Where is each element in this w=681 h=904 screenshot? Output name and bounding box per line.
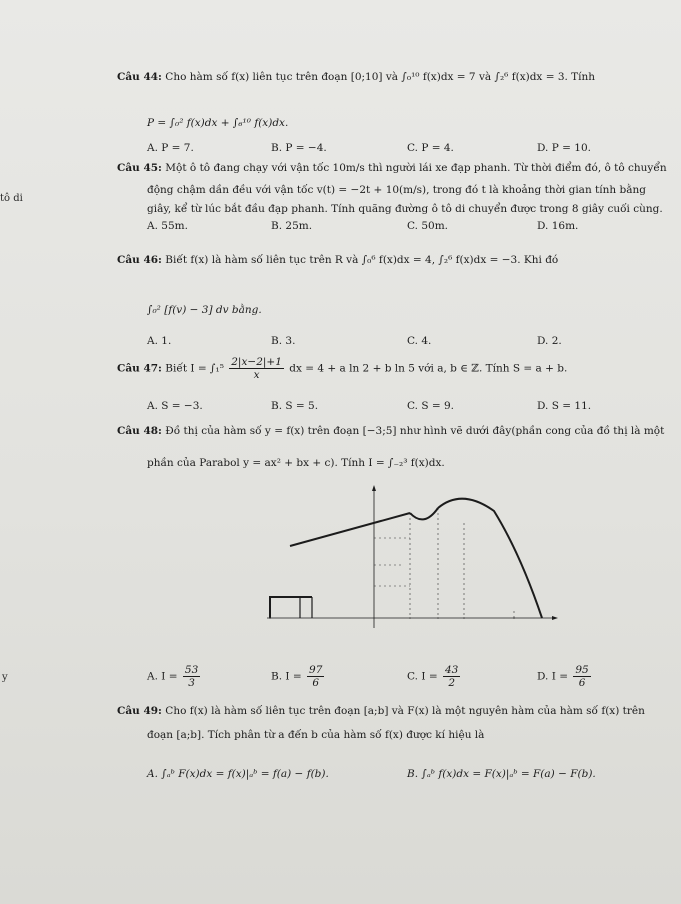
margin-fragment-2: y	[2, 672, 8, 683]
fraction-numerator: 53	[184, 664, 199, 676]
option-a[interactable]: A. 55m.	[147, 220, 188, 232]
option-b[interactable]: B. 3.	[271, 335, 296, 347]
option-d[interactable]: D. 16m.	[537, 220, 579, 232]
curve-parabola	[438, 499, 542, 618]
fraction-numerator: 97	[309, 664, 323, 676]
option-a[interactable]	[147, 664, 202, 689]
graph-guides	[374, 508, 514, 618]
question-44	[117, 71, 595, 83]
fraction-numerator: 43	[444, 664, 459, 676]
option-d[interactable]: D. 2.	[537, 335, 562, 347]
option-d[interactable]: D. S = 11.	[537, 400, 592, 412]
option-c-prefix: C. I =	[407, 670, 438, 683]
option-a[interactable]: A. P = 7.	[147, 142, 194, 154]
question-47	[117, 356, 567, 381]
option-b[interactable]	[271, 664, 326, 689]
graph-axes	[267, 485, 558, 628]
option-c[interactable]	[407, 664, 462, 689]
option-b-prefix: B. I =	[271, 670, 302, 683]
fraction-numerator: 2|x−2|+1	[231, 356, 282, 368]
tick-mark	[409, 617, 411, 619]
option-a[interactable]: A. 1.	[147, 335, 172, 347]
question-44-expression: P = ∫₀² f(x)dx + ∫₆¹⁰ f(x)dx.	[147, 117, 289, 129]
fraction-denominator: 6	[578, 677, 586, 689]
function-graph	[262, 483, 562, 633]
option-a[interactable]: A. S = −3.	[147, 400, 203, 412]
question-44-stem: Cho hàm số f(x) liên tục trên đoạn [0;10] và ∫₀¹⁰ f(x)dx = 7 và ∫₂⁶ f(x)dx = 3. Tính	[165, 71, 596, 83]
tick-mark	[513, 617, 515, 619]
curve-dip	[410, 508, 438, 519]
question-48-line-2: phần của Parabol y = ax² + bx + c). Tính I = ∫₋₂³ f(x)dx.	[147, 457, 445, 469]
question-49-line-2: đoạn [a;b]. Tích phân từ a đến b của hàm số f(x) được kí hiệu là	[147, 729, 485, 741]
option-c-fraction	[443, 664, 460, 689]
option-a-prefix: A. I =	[147, 670, 178, 683]
question-45	[117, 162, 667, 174]
question-47-fraction	[229, 356, 284, 381]
question-48-label: Câu 48:	[117, 425, 162, 437]
margin-fragment-1: tô di	[0, 193, 23, 204]
option-b[interactable]: B. P = −4.	[271, 142, 327, 154]
question-48-line-1: Đồ thị của hàm số y = f(x) trên đoạn [−3;5] như hình vẽ dưới đây(phần cong của đồ thị là một	[165, 425, 665, 437]
question-45-line-3: giây, kể từ lúc bắt đầu đạp phanh. Tính quãng đường ô tô di chuyển được trong 8 giây cuối cùng.	[147, 203, 663, 215]
option-a-fraction	[183, 664, 200, 689]
question-46-expression: ∫₀² [f(v) − 3] dv bằng.	[147, 304, 262, 316]
question-46	[117, 254, 558, 266]
option-c[interactable]: C. S = 9.	[407, 400, 455, 412]
curve-step	[270, 597, 300, 618]
graph-curve	[270, 499, 542, 618]
fraction-numerator: 95	[575, 664, 589, 676]
question-49-label: Câu 49:	[117, 705, 162, 717]
fraction-denominator: 3	[188, 677, 195, 689]
option-d[interactable]	[537, 664, 593, 689]
option-b[interactable]: B. S = 5.	[271, 400, 319, 412]
option-d-fraction	[573, 664, 590, 689]
option-b[interactable]: B. 25m.	[271, 220, 313, 232]
question-47-label: Câu 47:	[117, 362, 162, 375]
question-46-stem: Biết f(x) là hàm số liên tục trên R và ∫₀⁶ f(x)dx = 4, ∫₂⁶ f(x)dx = −3. Khi đó	[165, 254, 559, 266]
option-b-fraction	[307, 664, 324, 689]
option-c[interactable]: C. 50m.	[407, 220, 448, 232]
question-46-label: Câu 46:	[117, 254, 162, 266]
question-44-label: Câu 44:	[117, 71, 162, 83]
question-49	[117, 705, 645, 717]
question-45-label: Câu 45:	[117, 162, 162, 174]
question-45-line-2: động chậm dần đều với vận tốc v(t) = −2t + 10(m/s), trong đó t là khoảng thời gian tính bằng	[147, 184, 646, 196]
fraction-denominator: 6	[312, 677, 320, 689]
y-axis-arrow	[372, 485, 376, 491]
curve-linear-segment	[290, 513, 410, 546]
question-47-stem-post: dx = 4 + a ln 2 + b ln 5 với a, b ∈ ℤ. Tính S = a + b.	[289, 362, 568, 375]
option-c[interactable]: C. P = 4.	[407, 142, 454, 154]
question-49-line-1: Cho f(x) là hàm số liên tục trên đoạn [a;b] và F(x) là một nguyên hàm của hàm số f(x) trên	[165, 705, 645, 717]
question-47-stem-pre: Biết I = ∫₁⁵	[165, 362, 224, 375]
fraction-denominator: x	[253, 369, 260, 381]
x-axis-arrow	[552, 616, 558, 620]
tick-mark	[437, 617, 439, 619]
option-b[interactable]: B. ∫ₐᵇ f(x)dx = F(x)|ₐᵇ = F(a) − F(b).	[407, 768, 596, 780]
question-48	[117, 425, 664, 437]
tick-mark	[269, 617, 271, 619]
option-d-prefix: D. I =	[537, 670, 569, 683]
tick-mark	[463, 617, 465, 619]
question-45-line-1: Một ô tô đang chạy với vận tốc 10m/s thì người lái xe đạp phanh. Từ thời điểm đó, ô tô chuyển	[165, 162, 667, 174]
fraction-denominator: 2	[448, 677, 455, 689]
option-d[interactable]: D. P = 10.	[537, 142, 591, 154]
option-c[interactable]: C. 4.	[407, 335, 432, 347]
option-a[interactable]: A. ∫ₐᵇ F(x)dx = f(x)|ₐᵇ = f(a) − f(b).	[147, 768, 329, 780]
